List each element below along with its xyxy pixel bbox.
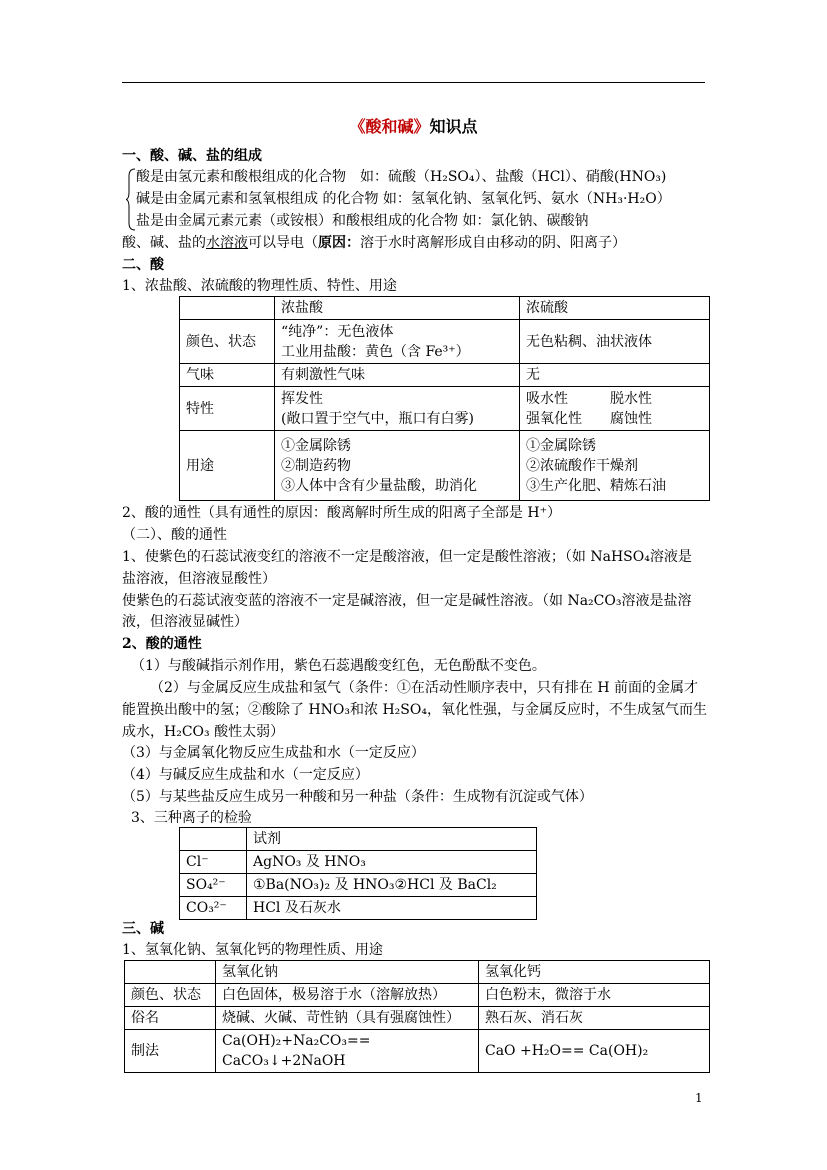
page-title: 《酸和碱》知识点 (349, 117, 478, 136)
acid-properties-table: 浓盐酸 浓硫酸 颜色、状态 “纯净”：无色液体 工业用盐酸：黄色（含 Fe³⁺） 无色粘稠、油状液体 气味 有刺激性气味 无 特性 挥发性 (敞口置于空气中，瓶口有白雾) 吸水性 脱水性 强氧化性 腐蚀性 用途 ①金属除锈 ②制造药物 ③人体中含有少量盐酸，助消化 ①金属除锈 ②浓硫酸作干燥剂 ③生产化肥、精炼石油 (179, 296, 710, 501)
acid-properties-title: 1、浓盐酸、浓硫酸的物理性质、特性、用途 (122, 278, 397, 294)
section-2-heading: 二、酸 (122, 257, 164, 273)
generality-item-2-cont: 能置换出酸中的氢；②酸除了 HNO₃和浓 H₂SO₄，氧化性强，与金属反应时，不生成氢气而生 (122, 702, 707, 718)
litmus-blue-note: 使紫色的石蕊试液变蓝的溶液不一定是碱溶液，但一定是碱性溶液。（如 Na₂CO₃溶液是盐溶 (122, 593, 692, 609)
base-properties-table: 氢氧化钠 氢氧化钙 颜色、状态 白色固体，极易溶于水（溶解放热） 白色粉末，微溶于水 俗名 烧碱、火碱、苛性钠（具有强腐蚀性） 熟石灰、消石灰 制法 Ca(OH)₂+Na₂CO₃== CaCO₃↓+2NaOH CaO +H₂O== Ca(OH)₂ (124, 960, 710, 1073)
litmus-red-note-cont: 盐溶液，但溶液显酸性） (122, 571, 276, 587)
page-number: 1 (695, 1091, 703, 1105)
conductivity-note: 酸、碱、盐的水溶液可以导电（原因：溶于水时离解形成自由移动的阴、阳离子） (122, 235, 626, 251)
generality-item-2: （2）与金属反应生成盐和氢气（条件：①在活动性顺序表中，只有排在 H 前面的金属才 (150, 680, 699, 696)
generality-item-2-end: 成水，H₂CO₃ 酸性太弱） (122, 724, 285, 740)
ion-test-title: 3、三种离子的检验 (131, 810, 252, 826)
acid-definition: 酸是由氢元素和酸根组成的化合物 如：硫酸（H₂SO₄）、盐酸（HCl）、硝酸(HNO₃) (136, 169, 667, 185)
generality-item-4: （4）与碱反应生成盐和水（一定反应） (122, 767, 369, 783)
salt-definition: 盐是由金属元素元素（或铵根）和酸根组成的化合物 如：氯化钠、碳酸钠 (136, 213, 589, 229)
generality-item-3: （3）与金属氧化物反应生成盐和水（一定反应） (122, 745, 425, 761)
generality-item-1: （1）与酸碱指示剂作用，紫色石蕊遇酸变红色，无色酚酞不变色。 (131, 658, 546, 674)
brace-icon (126, 168, 136, 231)
litmus-blue-note-cont: 液，但溶液显碱性） (122, 614, 248, 630)
subsection-heading: （二）、酸的通性 (122, 527, 227, 543)
acid-generality-reason: 2、酸的通性（具有通性的原因：酸离解时所生成的阳离子全部是 H⁺） (122, 505, 561, 521)
section-3-heading: 三、碱 (122, 921, 164, 937)
base-definition: 碱是由金属元素和氢氧根组成 的化合物 如：氢氧化钠、氢氧化钙、氨水（NH₃·H₂O） (136, 191, 671, 207)
section-1-heading: 一、酸、碱、盐的组成 (122, 148, 262, 164)
base-properties-title: 1、氢氧化钠、氢氧化钙的物理性质、用途 (122, 942, 383, 958)
acid-generality-heading: 2、酸的通性 (122, 636, 202, 652)
ion-test-table: 试剂 Cl⁻ AgNO₃ 及 HNO₃ SO₄²⁻ ①Ba(NO₃)₂ 及 HNO₃②HCl 及 BaCl₂ CO₃²⁻ HCl 及石灰水 (179, 827, 537, 920)
generality-item-5: （5）与某些盐反应生成另一种酸和另一种盐（条件：生成物有沉淀或气体） (122, 789, 593, 805)
header-rule (122, 82, 705, 83)
litmus-red-note: 1、使紫色的石蕊试液变红的溶液不一定是酸溶液，但一定是酸性溶液；（如 NaHSO₄溶液是 (122, 549, 692, 565)
